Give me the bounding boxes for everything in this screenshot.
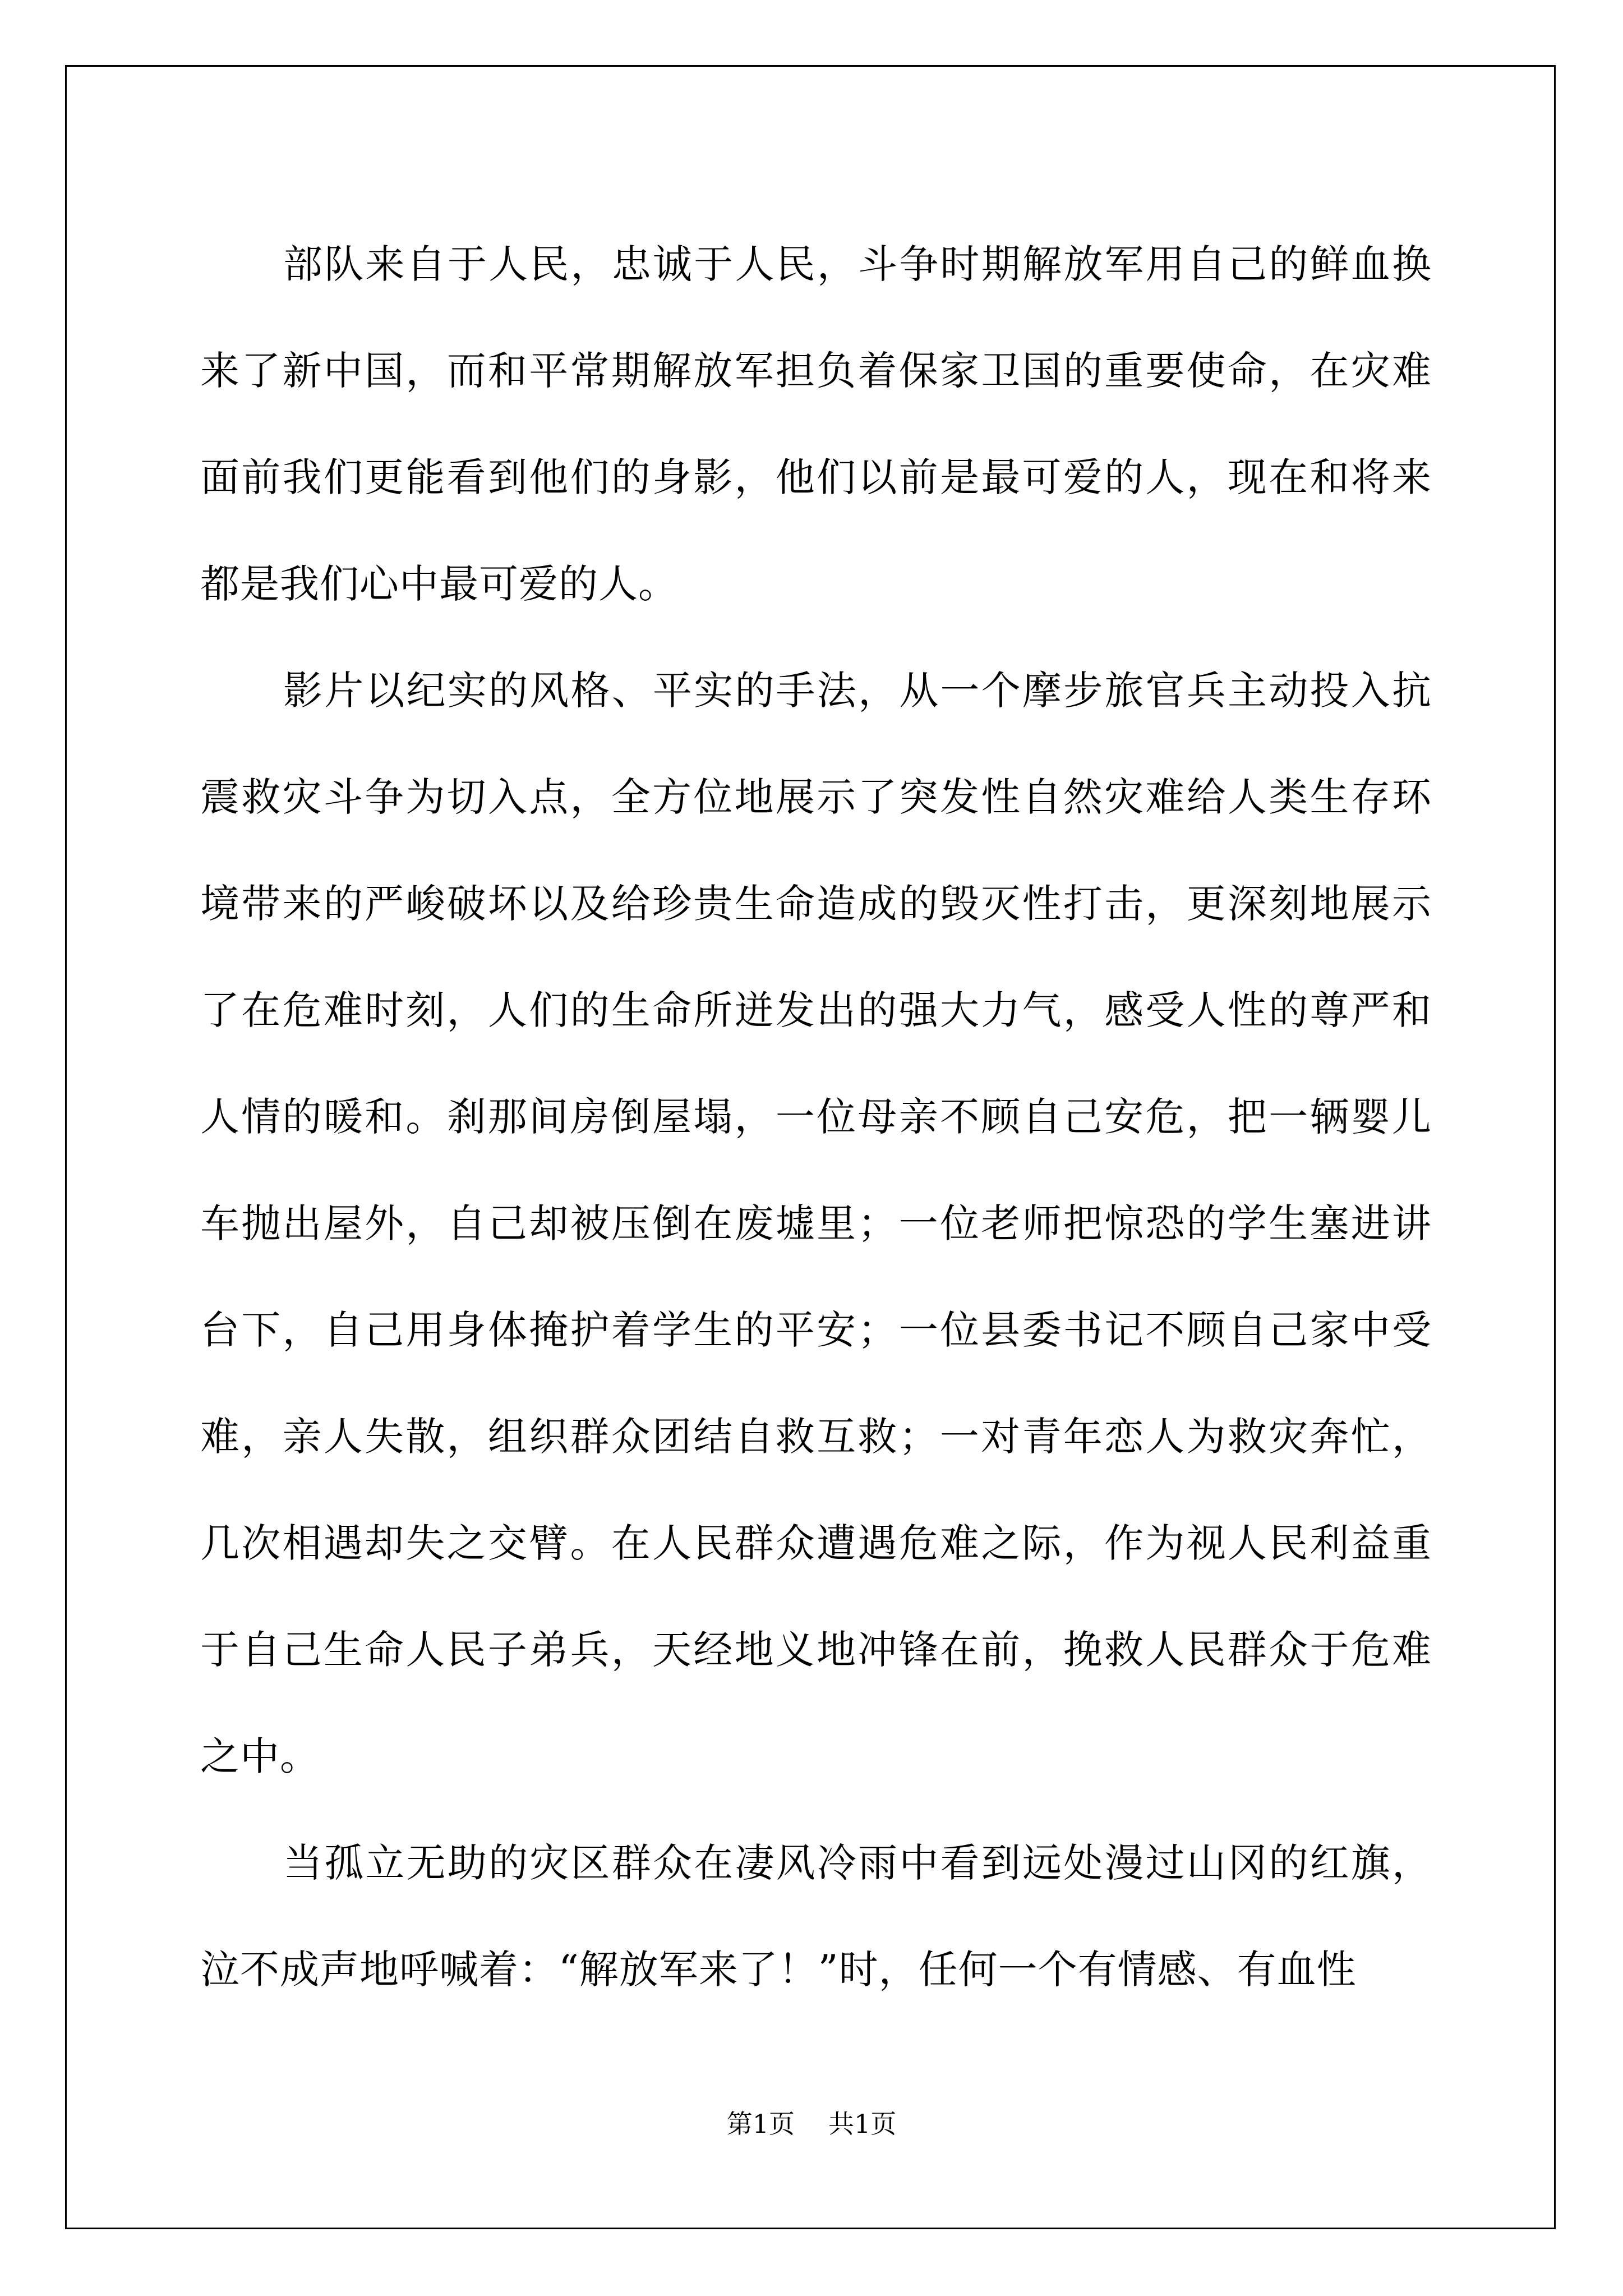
document-body: [200, 211, 1432, 2023]
page-footer: [0, 2107, 1623, 2141]
paragraph-3: 当孤立无助的灾区群众在凄风冷雨中看到远处漫过山冈的红旗，泣不成声地呼喊着：“解放军来了！”时，任何一个有情感、有血性: [200, 1840, 1432, 1993]
paragraph-2: 影片以纪实的风格、平实的手法，从一个摩步旅官兵主动投入抗震救灾斗争为切入点，全方位地展示了突发性自然灾难给人类生存环境带来的严峻破坏以及给珍贵生命造成的毁灭性打击，更深刻地展示了在危难时刻，人们的生命所迸发出的强大力气，感受人性的尊严和人情的暖和。刹那间房倒屋塌，一位母亲不顾自己安危，把一辆婴儿车抛出屋外，自己却被压倒在废墟里；一位老师把惊恐的学生塞进讲台下，自己用身体掩护着学生的平安；一位县委书记不顾自己家中受难，亲人失散，组织群众团结自救互救；一对青年恋人为救灾奔忙，几次相遇却失之交臂。在人民群众遭遇危难之际，作为视人民利益重于自己生命人民子弟兵，天经地义地冲锋在前，挽救人民群众于危难之中。: [200, 668, 1432, 1779]
paragraph-1: 部队来自于人民，忠诚于人民，斗争时期解放军用自己的鲜血换来了新中国，而和平常期解放军担负着保家卫国的重要使命，在灾难面前我们更能看到他们的身影，他们以前是最可爱的人，现在和将来都是我们心中最可爱的人。: [200, 241, 1432, 607]
page-number-total: 共1页: [828, 2109, 897, 2139]
page-number-current: 第1页: [726, 2109, 795, 2139]
